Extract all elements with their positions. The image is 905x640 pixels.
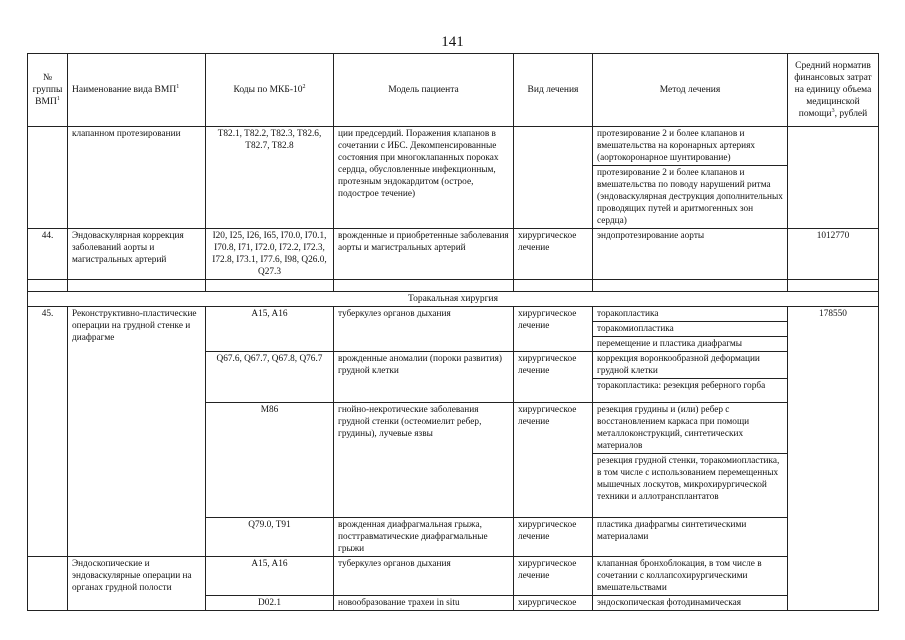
patient-model-cell: гнойно-некротические заболевания грудной стенки (остеомиелит ребер, грудины), лучевые язвы — [334, 403, 514, 518]
group-no-cell — [28, 557, 68, 611]
header-treatment-method: Метод лечения — [593, 54, 788, 127]
cost-cell: 1012770 — [788, 229, 879, 280]
treatment-method-cell — [593, 403, 788, 518]
treatment-method-cell — [593, 127, 788, 229]
treatment-method-cell: пластика диафрагмы синтетическими материалами — [593, 518, 788, 557]
patient-model-cell: врожденные и приобретенные заболевания аорты и магистральных артерий — [334, 229, 514, 280]
treatment-method-cell: эндопротезирование аорты — [593, 229, 788, 280]
treatment-type-cell: хирургическое лечение — [514, 557, 593, 596]
icd-codes-cell: D02.1 — [206, 596, 334, 611]
patient-model-cell: туберкулез органов дыхания — [334, 307, 514, 352]
icd-codes-cell: Q67.6, Q67.7, Q67.8, Q76.7 — [206, 352, 334, 403]
icd-codes-cell: Q79.0, T91 — [206, 518, 334, 557]
icd-codes-cell: A15, A16 — [206, 557, 334, 596]
table-row — [28, 557, 879, 596]
section-title: Торакальная хирургия — [28, 292, 879, 307]
patient-model-cell: врожденная диафрагмальная грыжа, посттравматические диафрагмальные грыжи — [334, 518, 514, 557]
cost-cell: 178550 — [788, 307, 879, 611]
section-row — [28, 292, 879, 307]
vmp-name-cell: клапанном протезировании — [68, 127, 206, 229]
table-row — [28, 229, 879, 280]
treatment-type-cell: хирургическое лечение — [514, 229, 593, 280]
treatment-method-cell — [593, 307, 788, 352]
group-no-cell: 45. — [28, 307, 68, 557]
vmp-name-cell: Эндоваскулярная коррекция заболеваний аорты и магистральных артерий — [68, 229, 206, 280]
treatment-type-cell: хирургическое лечение — [514, 518, 593, 557]
vmp-table — [27, 53, 879, 611]
method-item: резекция грудной стенки, торакомиопластика, в том числе с использованием перемещенных мышечных лоскутов, микрохирургической техники и аллотрансплантатов — [593, 453, 787, 504]
vmp-name-cell: Реконструктивно-пластические операции на грудной стенке и диафрагме — [68, 307, 206, 557]
group-no-cell: 44. — [28, 229, 68, 280]
header-treatment-type: Вид лечения — [514, 54, 593, 127]
patient-model-cell: врожденные аномалии (пороки развития) грудной клетки — [334, 352, 514, 403]
treatment-method-cell — [593, 352, 788, 403]
method-item: торакомиопластика — [593, 321, 787, 336]
patient-model-cell: туберкулез органов дыхания — [334, 557, 514, 596]
icd-codes-cell: M86 — [206, 403, 334, 518]
icd-codes-cell: T82.1, T82.2, T82.3, T82.6, T82.7, T82.8 — [206, 127, 334, 229]
method-item: протезирование 2 и более клапанов и вмешательства на коронарных артериях (аортокоронарное шунтирование) — [597, 129, 756, 163]
treatment-type-cell — [514, 127, 593, 229]
treatment-type-cell: хирургическое лечение — [514, 307, 593, 352]
icd-codes-cell: I20, I25, I26, I65, I70.0, I70.1, I70.8, I71, I72.0, I72.2, I72.3, I72.8, I73.1, I77.6, I98, Q26.0, Q27.3 — [206, 229, 334, 280]
patient-model-cell: новообразование трахеи in situ — [334, 596, 514, 611]
method-item: резекция грудины и (или) ребер с восстановлением каркаса при помощи металлоконструкций, синтетических материалов — [597, 405, 750, 451]
header-icd-codes: Коды по МКБ-$10^2$ — [206, 54, 334, 127]
patient-model-cell: ции предсердий. Поражения клапанов в сочетании с ИБС. Декомпенсированные состояния при многоклапанных пороках сердца, обусловленные инфекционным, протезным эндокардитом (острое, подострое течение) — [334, 127, 514, 229]
treatment-method-cell: клапанная бронхоблокация, в том числе в сочетании с коллапсохирургическими вмешательствами — [593, 557, 788, 596]
table-row — [28, 127, 879, 229]
treatment-type-cell: хирургическое — [514, 596, 593, 611]
method-item: торакопластика — [597, 309, 659, 319]
method-item: коррекция воронкообразной деформации грудной клетки — [597, 354, 760, 376]
method-item: протезирование 2 и более клапанов и вмешательства по поводу нарушений ритма (эндоваскулярная деструкция дополнительных проводящих путей и аритмогенных зон сердца) — [593, 165, 787, 228]
cost-cell — [788, 127, 879, 229]
table-row — [28, 280, 879, 292]
treatment-method-cell: эндоскопическая фотодинамическая — [593, 596, 788, 611]
header-row — [28, 54, 879, 127]
header-avg-cost: Средний норматив финансовых затрат на единицу объема медицинской помощи$^3$, рублей — [788, 54, 879, 127]
vmp-name-cell: Эндоскопические и эндоваскулярные операции на органах грудной полости — [68, 557, 206, 611]
method-item: торакопластика: резекция реберного горба — [593, 378, 787, 393]
header-patient-model: Модель пациента — [334, 54, 514, 127]
header-group-no: № группы ВМП$^1$ — [28, 54, 68, 127]
table-row — [28, 307, 879, 352]
icd-codes-cell: A15, A16 — [206, 307, 334, 352]
group-no-cell — [28, 127, 68, 229]
method-item: перемещение и пластика диафрагмы — [593, 336, 787, 351]
treatment-type-cell: хирургическое лечение — [514, 403, 593, 518]
treatment-type-cell: хирургическое лечение — [514, 352, 593, 403]
page-number: 141 — [441, 34, 464, 50]
header-vmp-name: Наименование вида ВМП$^1$ — [68, 54, 206, 127]
